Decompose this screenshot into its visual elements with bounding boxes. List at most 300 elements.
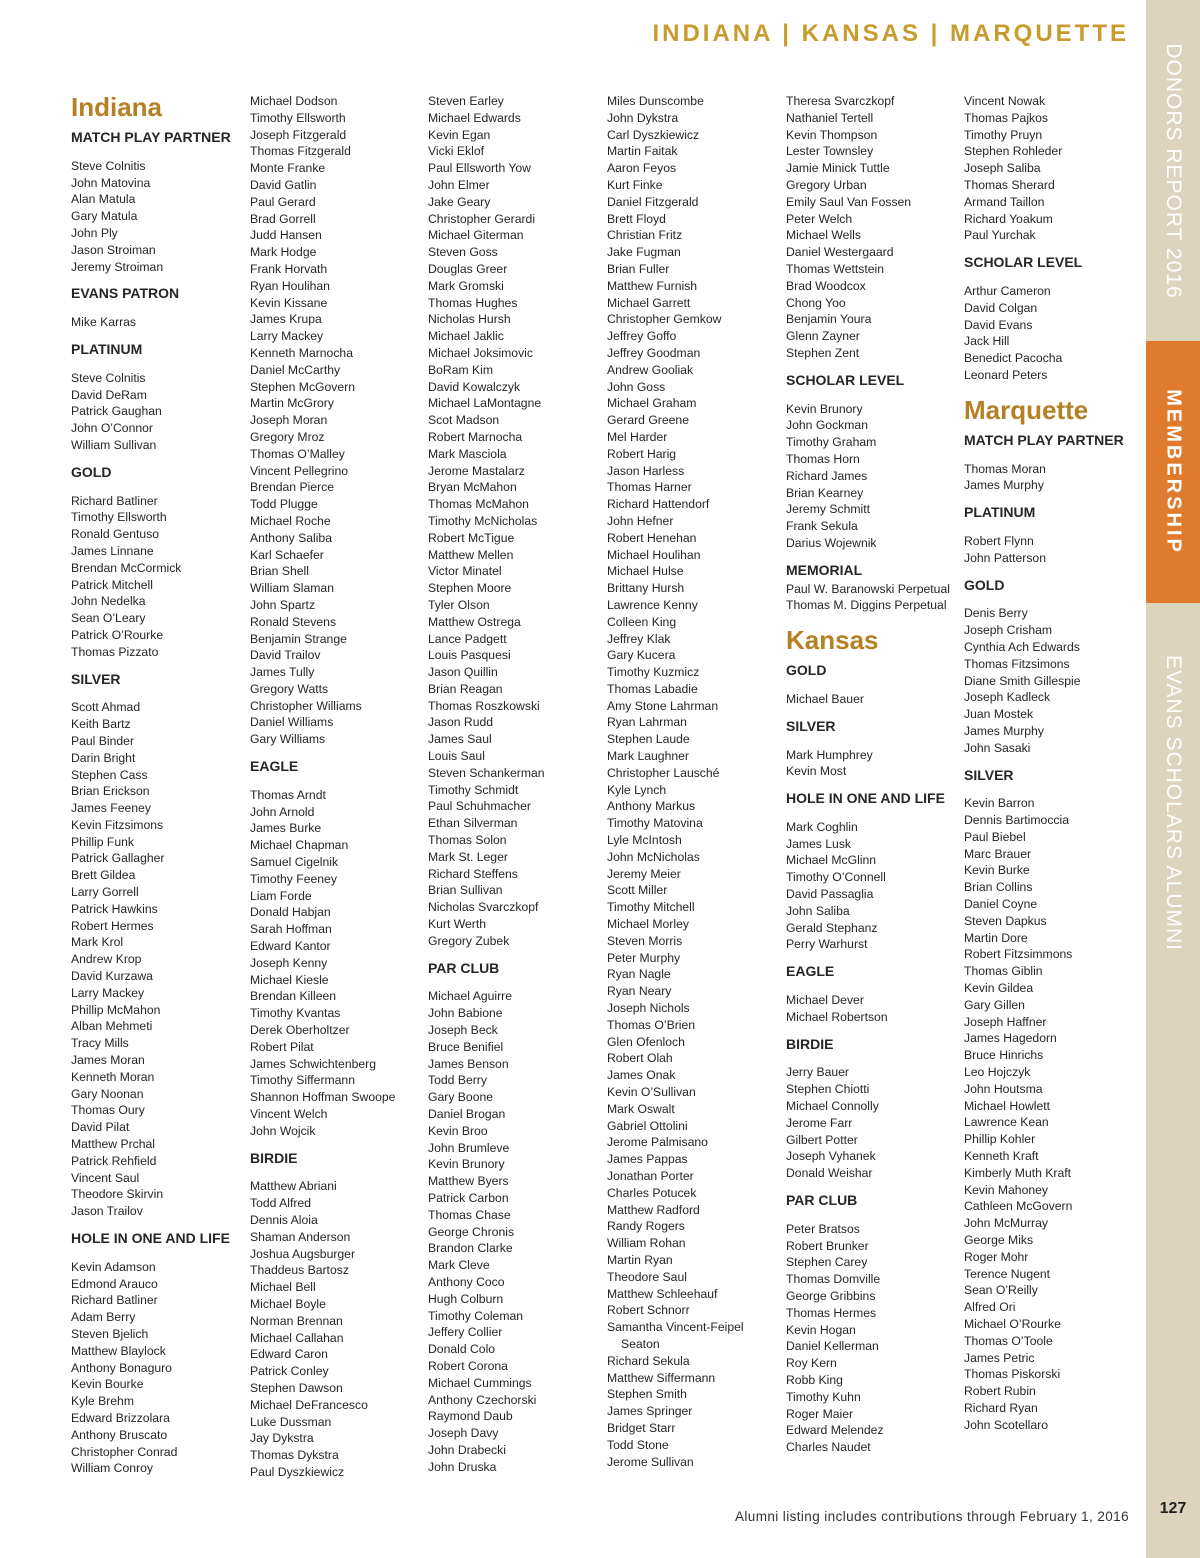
donor-name: Jake Geary [428, 194, 491, 209]
donor-name: Thomas Solon [428, 833, 507, 848]
donor-name: Brian Fuller [607, 261, 670, 276]
donor-name: James Murphy [964, 478, 1044, 493]
page-header-title: INDIANA | KANSAS | MARQUETTE [652, 20, 1129, 47]
donor-name: Jonathan Porter [607, 1169, 694, 1183]
donor-name: Kevin Egan [428, 127, 491, 142]
donor-name: Bruce Benifiel [428, 1039, 504, 1054]
donor-name: Brian Collins [964, 880, 1033, 895]
donor-name: Alfred Ori [964, 1300, 1016, 1315]
donor-name: Amy Stone Lahrman [607, 698, 719, 713]
donor-name: David DeRam [71, 387, 147, 402]
donor-name: Timothy Kuhn [786, 1389, 861, 1404]
donor-name: Thomas Giblin [964, 964, 1043, 979]
donor-name: Robert Henehan [607, 530, 697, 545]
donor-name: Robert Olah [607, 1051, 673, 1066]
school-heading: Kansas [786, 625, 879, 656]
donor-name: William Sullivan [71, 437, 157, 452]
donor-name: Ronald Stevens [250, 614, 337, 629]
donor-name: Norman Brennan [250, 1313, 343, 1328]
donor-name: Edward Brizzolara [71, 1410, 170, 1425]
donor-name: Timothy Kuzmicz [607, 665, 700, 680]
donor-name: Michael Graham [607, 396, 697, 411]
donor-name: Peter Murphy [607, 950, 681, 965]
donor-name: Thomas O’Toole [964, 1333, 1053, 1348]
donor-name: Michael Morley [607, 917, 689, 932]
donor-name: John McNicholas [607, 849, 700, 864]
name-list [71, 699, 243, 1220]
donor-name: Michael Garrett [607, 295, 691, 310]
donor-name: Mark Oswalt [607, 1101, 675, 1116]
donor-name: Roger Maier [786, 1406, 854, 1421]
donor-name: Louis Pasquesi [428, 648, 511, 663]
donor-name: Todd Berry [428, 1073, 487, 1088]
donor-name: Gary Gillen [964, 997, 1025, 1012]
category-heading: PLATINUM [71, 340, 143, 357]
donor-name: Benedict Pacocha [964, 351, 1063, 366]
donor-name: Robert Hermes [71, 918, 154, 933]
donor-name: Joshua Augsburger [250, 1246, 356, 1261]
name-list [250, 787, 422, 1140]
donor-name: Matthew Siffermann [607, 1370, 716, 1385]
donor-name: Michael Edwards [428, 110, 521, 125]
donor-name: Joseph Davy [428, 1426, 499, 1441]
donor-name: Brad Gorrell [250, 211, 316, 226]
column-4 [607, 93, 779, 1480]
donor-name: Jerome Sullivan [607, 1454, 694, 1469]
donor-name: Daniel McCarthy [250, 362, 341, 377]
name-list [964, 461, 1136, 495]
donor-name: James Pappas [607, 1152, 688, 1167]
donor-name: Anthony Czechorski [428, 1392, 537, 1407]
donor-name: Jay Dykstra [250, 1431, 314, 1446]
donor-name: Thomas Horn [786, 451, 860, 466]
donor-name: Brendan Pierce [250, 480, 335, 495]
donor-name: Gary Noonan [71, 1086, 144, 1101]
name-list [428, 988, 600, 1475]
donor-name: Colleen King [607, 614, 677, 629]
donor-name: Kenneth Moran [71, 1069, 155, 1084]
name-list [786, 1221, 958, 1456]
donor-name: Seaton [621, 1336, 660, 1351]
donor-name: James Schwichtenberg [250, 1056, 376, 1071]
donor-name: Thomas Wettstein [786, 261, 884, 276]
donor-name: Matthew Abriani [250, 1179, 337, 1194]
donor-name: John Patterson [964, 550, 1046, 565]
donor-name: Robert Schnorr [607, 1303, 690, 1318]
donor-name: Matthew Schleehauf [607, 1286, 718, 1301]
donor-name: Timothy Matovina [607, 816, 703, 831]
donor-name: Stephen Dawson [250, 1380, 343, 1395]
donor-name: Kevin Hogan [786, 1322, 856, 1337]
donor-name: Kevin Brunory [428, 1157, 505, 1172]
donor-name: Gregory Zubek [428, 933, 510, 948]
donor-name: Joseph Kenny [250, 955, 328, 970]
name-list [71, 493, 243, 661]
donor-name: Bryan McMahon [428, 480, 517, 495]
category-heading: SCHOLAR LEVEL [786, 371, 905, 388]
donor-name: John McMurray [964, 1216, 1048, 1231]
donor-name: Gabriel Ottolini [607, 1118, 688, 1133]
donor-name: Michael Kiesle [250, 972, 329, 987]
donor-name: Joseph Saliba [964, 161, 1041, 176]
donor-name: Michael Howlett [964, 1098, 1051, 1113]
donor-name: Kenneth Marnocha [250, 345, 353, 360]
donor-name: Steven Earley [428, 94, 504, 108]
donor-name: Jason Harless [607, 463, 685, 478]
donor-name: Nicholas Hursh [428, 312, 511, 327]
name-list [71, 370, 243, 454]
donor-name: John Hefner [607, 513, 674, 528]
category-heading: SCHOLAR LEVEL [964, 254, 1083, 271]
donor-name: Timothy Mitchell [607, 900, 695, 915]
donor-name: Samuel Cigelnik [250, 855, 339, 870]
donor-name: Perry Warhurst [786, 937, 868, 952]
donor-name: Edward Caron [250, 1347, 328, 1362]
donor-name: Mark Cleve [428, 1258, 490, 1273]
donor-name: Michael Roche [250, 513, 331, 528]
donor-name: Kenneth Kraft [964, 1149, 1039, 1164]
donor-name: Robert Pilat [250, 1039, 314, 1054]
donor-name: Shaman Anderson [250, 1229, 351, 1244]
donor-name: Keith Bartz [71, 717, 131, 732]
name-list [964, 533, 1136, 567]
donor-name: Sean O’Leary [71, 611, 146, 626]
donor-name: Stephen Moore [428, 581, 512, 596]
donor-name: Richard James [786, 468, 868, 483]
donor-name: Matthew Prchal [71, 1137, 155, 1152]
donor-name: Stephen Laude [607, 732, 690, 747]
donor-name: Michael DeFrancesco [250, 1397, 368, 1412]
donor-name: Michael Robertson [786, 1009, 888, 1024]
donor-name: James Lusk [786, 836, 852, 851]
donor-name: Luke Dussman [250, 1414, 332, 1429]
donor-name: Jamie Minick Tuttle [786, 161, 890, 176]
donor-name: Todd Stone [607, 1437, 669, 1452]
category-heading: BIRDIE [786, 1035, 834, 1052]
donor-name: Benjamin Youra [786, 312, 872, 327]
donor-name: Christopher Gemkow [607, 312, 722, 327]
donor-name: John Houtsma [964, 1081, 1043, 1096]
donor-name: Larry Gorrell [71, 885, 139, 900]
donor-name: Joseph Crisham [964, 623, 1053, 638]
donor-name: Thomas Hughes [428, 295, 518, 310]
donor-name: David Passaglia [786, 887, 874, 902]
donor-name: Patrick Rehfield [71, 1153, 157, 1168]
donor-name: Scott Ahmad [71, 700, 141, 715]
donor-name: Christopher Conrad [71, 1444, 178, 1459]
donor-name: Lawrence Kenny [607, 597, 698, 612]
donor-name: Matthew Byers [428, 1174, 509, 1189]
donor-name: Kevin O’Sullivan [607, 1085, 696, 1100]
donor-name: Patrick O’Rourke [71, 627, 164, 642]
donor-name: Edward Melendez [786, 1423, 884, 1438]
donor-name: Kevin Kissane [250, 295, 328, 310]
donor-name: John Goss [607, 379, 666, 394]
donor-name: Timothy Ellsworth [250, 110, 346, 125]
donor-name: Thomas Hermes [786, 1305, 877, 1320]
donor-name: James Tully [250, 665, 315, 680]
donor-name: Robert McTigue [428, 530, 515, 545]
donor-name: Christopher Gerardi [428, 211, 536, 226]
donor-name: Stephen Cass [71, 767, 148, 782]
donor-name: William Rohan [607, 1236, 686, 1251]
donor-name: Alan Matula [71, 192, 136, 207]
donor-name: Brad Woodcox [786, 278, 866, 293]
donor-name: Dennis Aloia [250, 1213, 318, 1227]
donor-name: Aaron Feyos [607, 161, 677, 176]
donor-name: Jeremy Schmitt [786, 502, 870, 517]
donor-name: Joseph Fitzgerald [250, 127, 347, 142]
column-5 [786, 93, 958, 1466]
donor-name: Ryan Lahrman [607, 715, 687, 730]
school-heading: Indiana [71, 92, 163, 122]
donor-name: James Saul [428, 732, 492, 747]
donor-name: Derek Oberholtzer [250, 1023, 350, 1038]
donor-name: Brendan McCormick [71, 560, 182, 575]
column-6 [964, 93, 1136, 1444]
donor-name: Ronald Gentuso [71, 527, 160, 542]
donor-name: Leonard Peters [964, 367, 1048, 382]
donor-name: Darius Wojewnik [786, 535, 877, 550]
donor-name: John Babione [428, 1006, 503, 1021]
donor-name: Kevin Fitzsimons [71, 817, 164, 832]
donor-name: Mark St. Leger [428, 849, 508, 864]
donor-name: Robert Brunker [786, 1238, 869, 1253]
donor-name: Patrick Hawkins [71, 901, 158, 916]
column-1 [71, 91, 243, 1487]
donor-name: Carl Dyszkiewicz [607, 127, 700, 142]
donor-name: Thomas McMahon [428, 497, 529, 512]
donor-name: Mark Gromski [428, 278, 504, 293]
donor-name: Thomas Fitzsimons [964, 656, 1070, 671]
donor-name: Anthony Bonaguro [71, 1360, 172, 1375]
donor-name: Timothy Feeney [250, 871, 337, 886]
donor-name: Anthony Coco [428, 1274, 505, 1289]
donor-name: Steven Goss [428, 245, 498, 260]
donor-name: Thomas O’Brien [607, 1017, 696, 1032]
name-list [786, 691, 958, 708]
donor-name: Tracy Mills [71, 1036, 129, 1051]
donor-name: Hugh Colburn [428, 1291, 504, 1306]
donor-name: Anthony Saliba [250, 530, 332, 545]
side-tab-alumni-label: EVANS SCHOLARS ALUMNI [1162, 654, 1185, 952]
donor-name: John Arnold [250, 804, 315, 819]
category-heading: EAGLE [250, 758, 299, 775]
donor-name: Gregory Watts [250, 681, 329, 696]
donor-name: Steven Schankerman [428, 765, 545, 780]
donor-name: Louis Saul [428, 749, 485, 764]
donor-name: Jeremy Meier [607, 866, 681, 881]
donor-name: Gary Kucera [607, 648, 676, 663]
donor-name: Vicki Eklof [428, 144, 484, 159]
donor-name: Frank Sekula [786, 519, 858, 534]
donor-name: David Pilat [71, 1120, 130, 1135]
donor-name: Jerry Bauer [786, 1065, 849, 1080]
donor-name: James Petric [964, 1350, 1035, 1365]
donor-name: Andrew Gooliak [607, 362, 694, 377]
donor-name: James Murphy [964, 723, 1044, 738]
donor-name: Michael Aguirre [428, 989, 512, 1004]
name-list [786, 819, 958, 953]
category-heading: EVANS PATRON [71, 285, 180, 302]
donor-name: Richard Ryan [964, 1400, 1038, 1415]
donor-name: Thaddeus Bartosz [250, 1263, 349, 1278]
donor-name: Timothy O’Connell [786, 870, 886, 885]
donor-name: Thomas Labadie [607, 681, 698, 696]
donor-name: Thomas Sherard [964, 177, 1055, 192]
donor-name: Sarah Hoffman [250, 922, 332, 937]
donor-name: Robert Fitzsimmons [964, 947, 1073, 962]
donor-name: Vincent Nowak [964, 94, 1046, 108]
donor-name: Theodore Skirvin [71, 1187, 164, 1202]
donor-name: Richard Sekula [607, 1353, 690, 1368]
donor-name: Ryan Neary [607, 984, 672, 999]
donor-name: Charles Potucek [607, 1185, 697, 1200]
donor-name: Thomas O’Malley [250, 446, 345, 461]
donor-name: Brittany Hursh [607, 581, 685, 596]
donor-name: Armand Taillon [964, 194, 1045, 209]
donor-name: John Elmer [428, 177, 490, 192]
name-list [786, 581, 958, 615]
donor-name: Thomas Fitzgerald [250, 144, 351, 159]
donor-name: Mark Masciola [428, 446, 507, 461]
donor-name: James Moran [71, 1053, 145, 1068]
donor-name: Matthew Radford [607, 1202, 700, 1217]
donor-name: Sean O’Reilly [964, 1283, 1038, 1298]
donor-name: Phillip McMahon [71, 1002, 161, 1017]
donor-name: Jerome Farr [786, 1115, 853, 1130]
donor-name: Thomas Harner [607, 480, 692, 495]
donor-name: Mel Harder [607, 429, 668, 444]
donor-name: Glenn Zayner [786, 329, 860, 344]
category-heading: SILVER [964, 766, 1014, 783]
school-heading: Marquette [964, 394, 1089, 425]
donor-name: David Kurzawa [71, 969, 153, 984]
category-heading: MATCH PLAY PARTNER [964, 431, 1124, 448]
donor-name: Edward Kantor [250, 939, 331, 954]
donor-name: Michael Callahan [250, 1330, 344, 1345]
donor-name: Michael Hulse [607, 564, 684, 579]
donor-name: Timothy Pruyn [964, 127, 1043, 142]
donor-name: Timothy McNicholas [428, 513, 538, 528]
donor-name: Robert Corona [428, 1358, 508, 1373]
donor-name: Shannon Hoffman Swoope [250, 1090, 396, 1105]
name-list [786, 93, 958, 362]
donor-name: Andrew Krop [71, 952, 142, 967]
donor-name: Todd Alfred [250, 1196, 311, 1211]
donor-name: Michael O’Rourke [964, 1317, 1061, 1331]
donor-name: Thomas Roszkowski [428, 698, 540, 713]
donor-name: Cynthia Ach Edwards [964, 639, 1080, 654]
donor-name: Donald Colo [428, 1342, 496, 1357]
donor-name: Karl Schaefer [250, 547, 324, 562]
donor-name: Kevin Barron [964, 796, 1035, 811]
donor-name: James Feeney [71, 801, 151, 816]
donor-name: Timothy Coleman [428, 1308, 524, 1323]
donor-name: John Ply [71, 225, 118, 240]
category-heading: SILVER [71, 670, 121, 687]
category-heading: HOLE IN ONE AND LIFE [786, 790, 945, 807]
donor-name: James Onak [607, 1068, 676, 1083]
donor-name: Christopher Williams [250, 698, 362, 713]
donor-name: David Colgan [964, 300, 1038, 315]
donor-name: Paul Binder [71, 733, 135, 748]
category-heading: GOLD [964, 576, 1005, 593]
donor-name: Richard Hattendorf [607, 497, 710, 512]
donor-name: Paul W. Baranowski Perpetual [786, 581, 950, 596]
donor-name: Anthony Bruscato [71, 1427, 168, 1442]
donor-name: Patrick Gaughan [71, 404, 162, 419]
donor-name: Liam Forde [250, 888, 312, 903]
donor-name: Monte Franke [250, 161, 326, 176]
donor-name: Brett Gildea [71, 868, 136, 883]
donor-name: Mark Hodge [250, 245, 317, 260]
donor-name: Michael Chapman [250, 838, 349, 853]
name-list [786, 992, 958, 1026]
name-list [607, 93, 779, 1470]
donor-name: George Chronis [428, 1224, 515, 1239]
donor-name: Richard Yoakum [964, 211, 1053, 226]
donor-name: Kyle Lynch [607, 782, 667, 797]
donor-name: Larry Mackey [250, 329, 324, 344]
donor-name: Kevin Burke [964, 863, 1030, 878]
donor-name: Steven Dapkus [964, 913, 1047, 928]
name-list [71, 314, 243, 331]
donor-name: Diane Smith Gillespie [964, 673, 1081, 688]
donor-name: Timothy Schmidt [428, 782, 519, 797]
donor-name: Paul Ellsworth Yow [428, 161, 531, 176]
donor-name: Daniel Fitzgerald [607, 194, 699, 209]
donor-name: John Druska [428, 1459, 497, 1474]
donor-name: Matthew Blaylock [71, 1343, 166, 1358]
donor-name: Adam Berry [71, 1310, 136, 1325]
donor-name: John Sasaki [964, 740, 1031, 755]
donor-name: David Trailov [250, 648, 321, 663]
donor-name: Richard Batliner [71, 1293, 158, 1308]
name-list [428, 93, 600, 950]
donor-name: Roger Mohr [964, 1249, 1029, 1264]
donor-name: William Conroy [71, 1461, 153, 1476]
donor-name: Mark Humphrey [786, 747, 873, 762]
donor-name: Phillip Kohler [964, 1132, 1036, 1147]
donor-name: Peter Bratsos [786, 1221, 860, 1236]
donor-name: Brian Kearney [786, 485, 864, 500]
donor-name: Robert Harig [607, 446, 677, 461]
donor-name: Edmond Arauco [71, 1276, 158, 1291]
donor-name: Vincent Welch [250, 1107, 328, 1122]
donor-name: Thomas Pajkos [964, 110, 1048, 125]
donor-name: Stephen McGovern [250, 379, 356, 394]
donor-name: Christopher Lausché [607, 765, 720, 780]
donor-name: Frank Horvath [250, 261, 328, 276]
donor-name: Thomas Arndt [250, 787, 326, 802]
donor-name: Mark Laughner [607, 749, 689, 764]
donor-name: Arthur Cameron [964, 283, 1051, 298]
donor-name: Michael Joksimovic [428, 345, 533, 360]
donor-name: Donald Habjan [250, 905, 331, 920]
donor-name: Brendan Killeen [250, 989, 337, 1004]
donor-name: David Gatlin [250, 177, 317, 192]
donor-name: Robert Rubin [964, 1384, 1036, 1399]
donor-name: Timothy Ellsworth [71, 510, 167, 525]
donor-name: Thomas Moran [964, 461, 1046, 476]
side-tab-membership-label: MEMBERSHIP [1162, 389, 1185, 555]
name-list [964, 283, 1136, 384]
donor-name: Brian Sullivan [428, 883, 503, 898]
donor-name: Steve Colnitis [71, 158, 146, 173]
donor-name: Steve Colnitis [71, 370, 146, 385]
donor-name: Scott Miller [607, 883, 668, 898]
